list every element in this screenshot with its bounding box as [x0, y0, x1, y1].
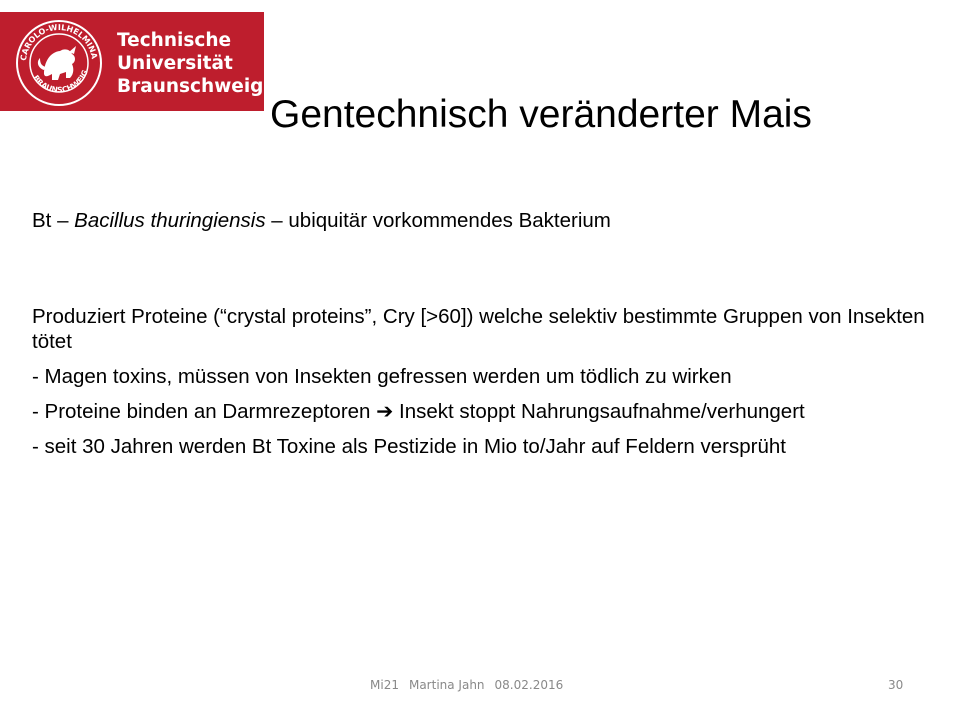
intro-prefix: Bt – [32, 209, 75, 232]
slide-title: Gentechnisch veränderter Mais [270, 93, 812, 136]
slide-footer [370, 678, 573, 692]
svg-text:BRAUNSCHWEIG: BRAUNSCHWEIG [31, 68, 90, 95]
footer-course: Mi21 [370, 678, 399, 692]
logo-wordmark [117, 29, 263, 98]
bullet-pestizide [32, 434, 952, 459]
bullet-proteine [32, 399, 952, 424]
bullet-text: Magen toxins, müssen von Insekten gefressen werden um tödlich zu wirken [44, 365, 732, 388]
university-logo [0, 12, 264, 111]
bullet-dash: - [32, 400, 39, 423]
logo-line-3: Braunschweig [117, 76, 264, 97]
arrow-right-icon: ➔ [376, 400, 394, 423]
university-seal-icon [14, 18, 104, 108]
intro-suffix: – ubiquitär vorkommendes Bakterium [265, 209, 611, 232]
logo-line-2: Universität [117, 53, 233, 74]
intro-line [32, 208, 952, 233]
bullet-dash: - [32, 435, 39, 458]
footer-author: Martina Jahn [408, 678, 485, 692]
bullet-dash: - [32, 365, 39, 388]
footer-date: 08.02.2016 [494, 678, 564, 692]
produces-paragraph: Produziert Proteine (“crystal proteins”, Cry [>60]) welche selektiv bestimmte Gruppen von Insekten tötet [32, 305, 925, 353]
bullet-text-b: Insekt stoppt Nahrungsaufnahme/verhungert [393, 400, 805, 423]
bullet-magen [32, 364, 952, 389]
logo-line-1: Technische [117, 30, 232, 51]
bullet-text-a: Proteine binden an Darmrezeptoren [44, 400, 377, 423]
species-name: Bacillus thuringiensis [74, 209, 266, 232]
svg-text:CAROLO-WILHELMINA: CAROLO-WILHELMINA [19, 22, 99, 62]
page-number: 30 [888, 678, 904, 692]
bullet-text: seit 30 Jahren werden Bt Toxine als Pestizide in Mio to/Jahr auf Feldern versprüht [44, 435, 786, 458]
slide-body [32, 208, 952, 459]
